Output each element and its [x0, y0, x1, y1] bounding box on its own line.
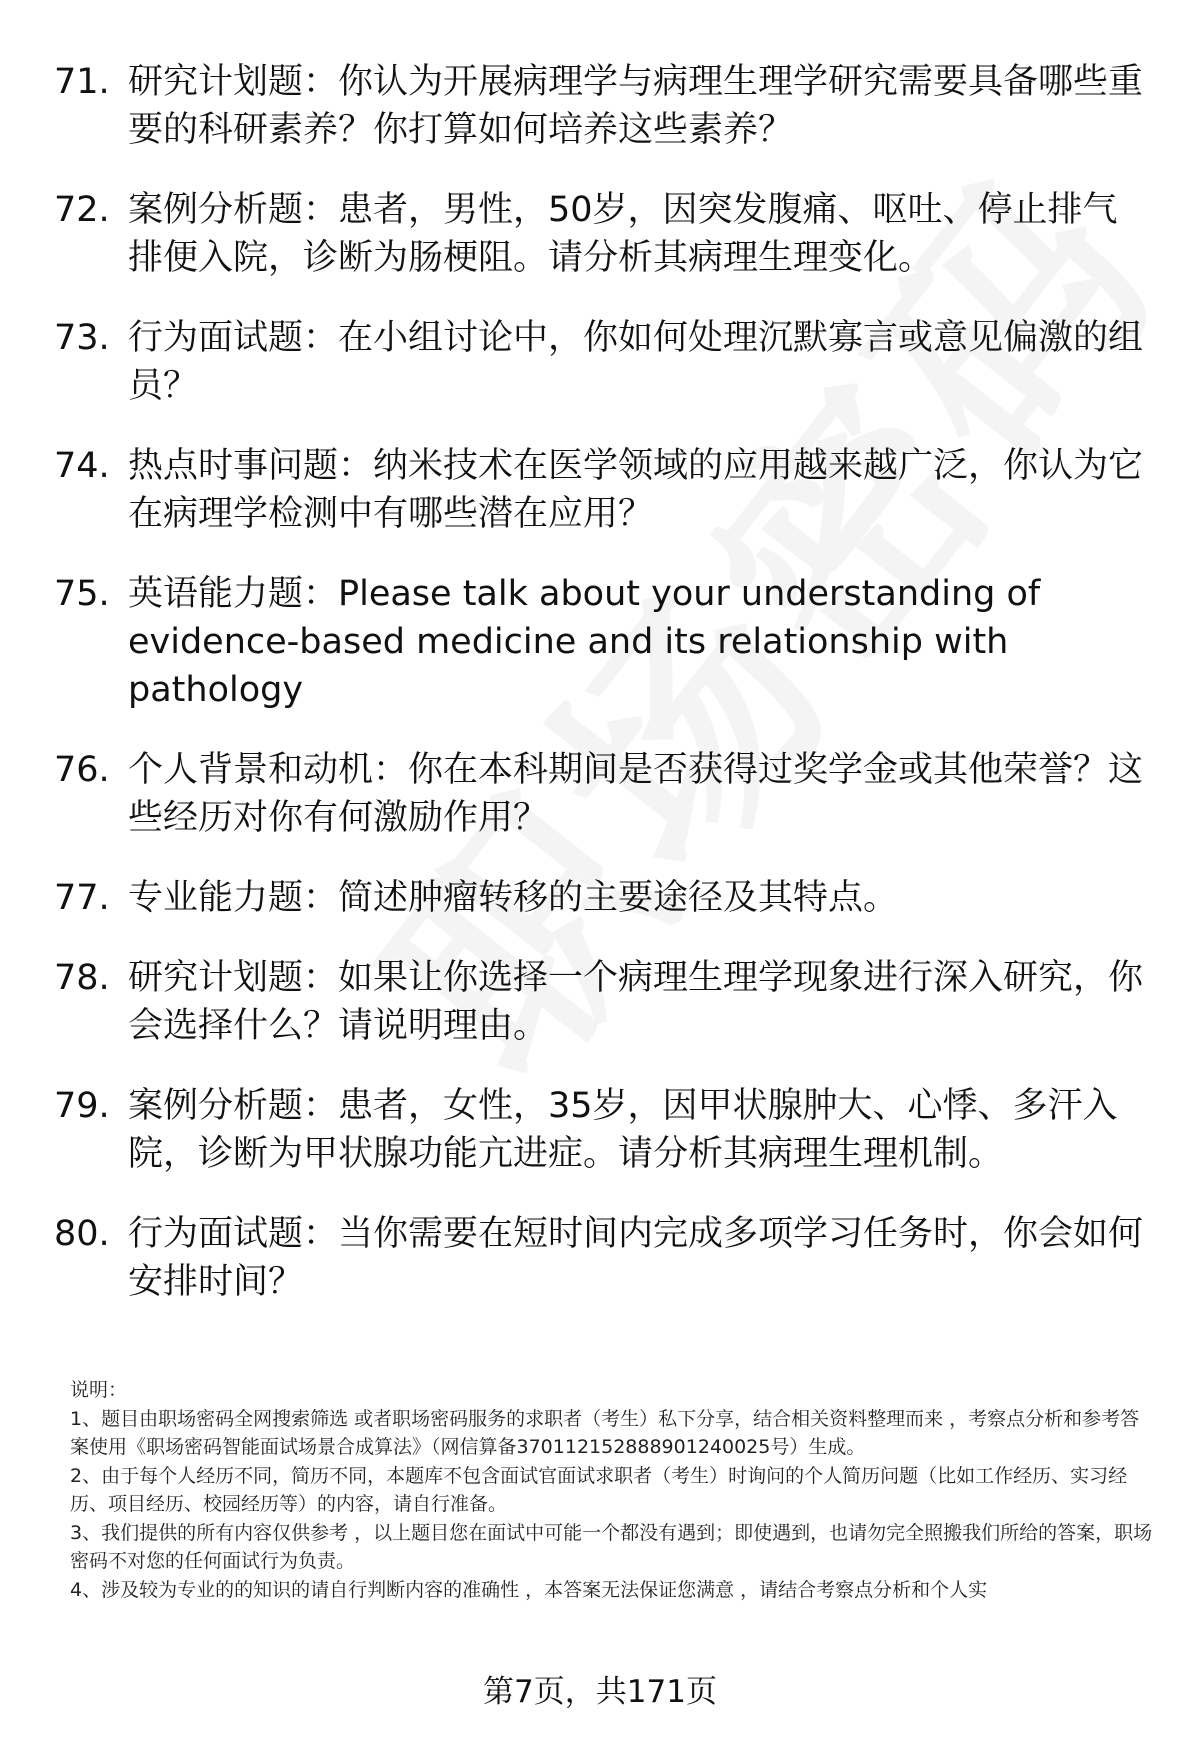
question-item [0, 746, 1200, 842]
question-text: 英语能力题：Please talk about your understanding of evidence-based medicine and its relationship with pathology [128, 574, 1041, 710]
question-text: 研究计划题：如果让你选择一个病理生理学现象进行深入研究，你会选择什么？请说明理由。 [128, 958, 1144, 1046]
question-text: 研究计划题：你认为开展病理学与病理生理学研究需要具备哪些重要的科研素养？你打算如何培养这些素养？ [128, 62, 1144, 150]
question-number: 80. [54, 1214, 110, 1254]
question-item [0, 954, 1200, 1050]
question-list [0, 58, 1200, 1338]
question-number: 78. [54, 958, 110, 998]
notes-heading: 说明： [70, 1379, 128, 1401]
note-item: 4、涉及较为专业的的知识的请自行判断内容的准确性 ，本答案无法保证您满意 ，请结合考察点分析和个人实 [70, 1578, 988, 1601]
question-number: 79. [54, 1086, 110, 1126]
question-number: 73. [54, 318, 110, 358]
note-item: 3、我们提供的所有内容仅供参考 ，以上题目您在面试中可能一个都没有遇到；即使遇到，也请勿完全照搬我们所给的答案，职场密码不对您的任何面试行为负责。 [70, 1521, 1153, 1572]
question-text: 专业能力题：简述肿瘤转移的主要途径及其特点。 [128, 878, 899, 918]
question-item [0, 1210, 1200, 1306]
question-number: 72. [54, 190, 110, 230]
question-item [0, 874, 1200, 922]
question-item [0, 442, 1200, 538]
question-item [0, 314, 1200, 410]
question-number: 74. [54, 446, 110, 486]
question-item [0, 1082, 1200, 1178]
page-indicator: 第7页，共171页 [483, 1674, 717, 1710]
question-item [0, 570, 1200, 714]
question-text: 案例分析题：患者，女性，35岁，因甲状腺肿大、心悸、多汗入院，诊断为甲状腺功能亢进症。请分析其病理生理机制。 [128, 1086, 1118, 1174]
question-text: 热点时事问题：纳米技术在医学领域的应用越来越广泛，你认为它在病理学检测中有哪些潜在应用？ [128, 446, 1144, 534]
note-item: 2、由于每个人经历不同，简历不同，本题库不包含面试官面试求职者（考生）时询问的个人简历问题（比如工作经历、实习经历、项目经历、校园经历等）的内容，请自行准备。 [70, 1464, 1128, 1515]
question-number: 71. [54, 62, 110, 102]
question-text: 行为面试题：当你需要在短时间内完成多项学习任务时，你会如何安排时间？ [128, 1214, 1144, 1302]
question-text: 行为面试题：在小组讨论中，你如何处理沉默寡言或意见偏激的组员？ [128, 318, 1144, 406]
question-text: 个人背景和动机：你在本科期间是否获得过奖学金或其他荣誉？这些经历对你有何激励作用？ [128, 750, 1144, 838]
question-item [0, 186, 1200, 282]
question-number: 77. [54, 878, 110, 918]
question-text: 案例分析题：患者，男性，50岁，因突发腹痛、呕吐、停止排气排便入院，诊断为肠梗阻。请分析其病理生理变化。 [128, 190, 1118, 278]
question-number: 75. [54, 574, 110, 614]
question-number: 76. [54, 750, 110, 790]
notes-section [70, 1376, 1155, 1604]
question-item [0, 58, 1200, 154]
note-item: 1、题目由职场密码全网搜索筛选 或者职场密码服务的求职者（考生）私下分享，结合相关资料整理而来 ，考察点分析和参考答案使用《职场密码智能面试场景合成算法》（网信算备370112152888901240025号）生成。 [70, 1407, 1140, 1458]
